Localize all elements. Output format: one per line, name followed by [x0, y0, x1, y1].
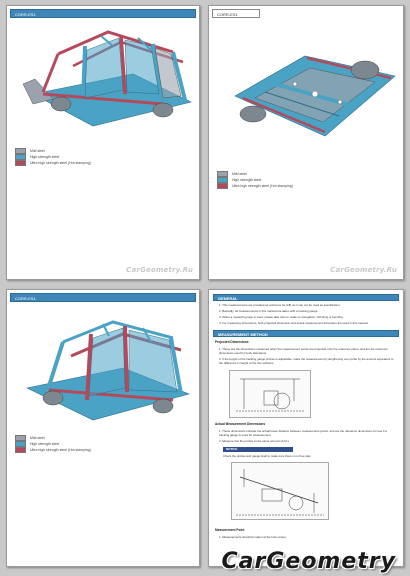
legend-label: Mild steel	[232, 172, 247, 176]
steel-legend	[15, 435, 91, 453]
projected-dimension-diagram	[229, 370, 311, 418]
manual-page-1	[6, 5, 200, 280]
manual-page-4	[208, 289, 404, 567]
general-item: 4. For measuring dimensions, both projected dimension and actual measurement dimension are used in this manual.	[219, 321, 369, 325]
notice-text: Check the probes and gauge itself to make sure there is no free play.	[223, 454, 312, 458]
legend-label: Mild steel	[30, 149, 45, 153]
projected-item: 2. If the length of the tracking gauge probes is adjustable, make the measurement by lengthening one probe by the amount equivalent to the difference in height of the two surfaces.	[219, 357, 394, 365]
steel-legend	[217, 171, 293, 189]
method-header: MEASUREMENT METHOD	[213, 330, 399, 337]
swatch-ultra	[217, 183, 228, 189]
manual-page-3	[6, 289, 200, 567]
legend-label: High strength steel	[30, 442, 60, 446]
watermark-small: CarGeometry.Ru	[126, 266, 193, 274]
body-shell-rear-illustration	[13, 308, 195, 428]
underbody-illustration	[215, 36, 401, 151]
section-tab: CORR-ES1	[212, 9, 260, 18]
legend-label: Mild steel	[30, 436, 45, 440]
point-title: Measurement Point	[215, 528, 245, 532]
legend-label: High strength steel	[232, 178, 262, 182]
body-shell-illustration	[13, 24, 195, 134]
steel-legend	[15, 148, 91, 166]
projected-title: Projected Dimensions	[215, 340, 249, 344]
actual-title: Actual Measurement Dimensions	[215, 422, 266, 426]
actual-dimension-diagram	[231, 462, 329, 520]
general-header: GENERAL	[213, 294, 399, 301]
watermark-large: CarGeometry	[221, 549, 396, 574]
actual-item: 1. These dimensions indicate the actual linear distance between measurement points, and are the reference dimensions for use if a tracking gauge is used for measurement.	[219, 429, 387, 437]
legend-label: High strength steel	[30, 155, 60, 159]
section-tab: CORR-ES1	[10, 293, 196, 302]
actual-item: 2. Measure first the probes to the same amount (A=A').	[219, 439, 290, 443]
general-item: 3. When a measuring tape is used, please take care to make no elongation, shrinking or bending.	[219, 315, 344, 319]
watermark-small: CarGeometry.Ru	[330, 266, 397, 274]
legend-label: Ultra high strength steel (Hot stamping)	[30, 448, 91, 452]
general-item: 1. This measurements are provided as reference for A/B, as it can not be used as specification.	[219, 303, 341, 307]
swatch-ultra	[15, 160, 26, 166]
point-item: 1. Measurements should be taken at the hole center.	[219, 535, 287, 539]
general-item: 2. Basically, all measurements in this manual are taken with a tracking gauge.	[219, 309, 319, 313]
manual-page-2	[208, 5, 404, 280]
section-tab: CORR-ES1	[10, 9, 196, 18]
legend-label: Ultra high strength steel (Hot stamping)	[30, 161, 91, 165]
swatch-ultra	[15, 447, 26, 453]
notice-badge: NOTICE	[223, 447, 293, 452]
projected-item: 1. These are the dimensions measured when the measurement points are projected onto the reference plane, and are the reference dimensions used for body alterations.	[219, 347, 388, 355]
legend-label: Ultra high strength steel (Hot stamping)	[232, 184, 293, 188]
